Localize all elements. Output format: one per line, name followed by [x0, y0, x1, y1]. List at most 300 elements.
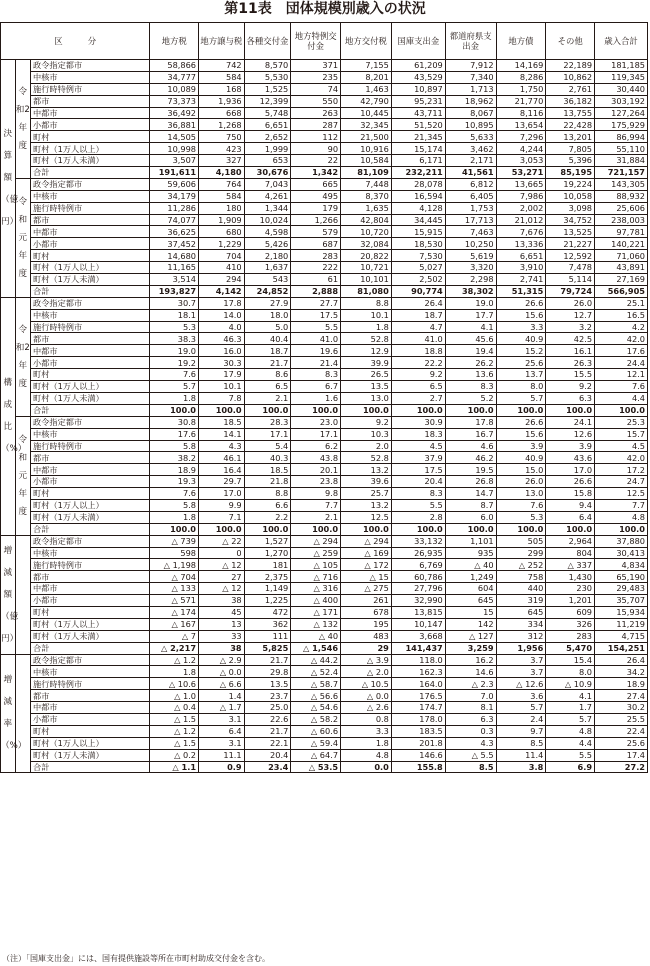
data-cell: 4,244 [496, 143, 546, 155]
data-cell: 1,101 [445, 535, 496, 547]
data-cell: 10,721 [341, 262, 392, 274]
data-cell: 17.1 [244, 428, 291, 440]
data-cell: 3.9 [546, 440, 595, 452]
row-label-text: 中核市 [33, 666, 58, 677]
data-cell: △ 571 [150, 595, 199, 607]
data-cell: △ 252 [496, 559, 546, 571]
data-cell: 440 [496, 583, 546, 595]
data-cell: 334 [496, 618, 546, 630]
data-cell: 141,437 [391, 642, 445, 654]
data-cell: 764 [199, 178, 245, 190]
data-cell: 3,507 [150, 155, 199, 167]
data-cell: 287 [291, 119, 341, 131]
data-cell: 10,024 [244, 214, 291, 226]
data-cell: 100.0 [391, 523, 445, 535]
data-cell: 8.5 [445, 761, 496, 773]
row-label-text: 合計 [33, 286, 50, 297]
row-label-text: 合計 [33, 405, 50, 416]
data-cell: 505 [496, 535, 546, 547]
data-cell: 1.4 [199, 690, 245, 702]
data-cell: △ 2.3 [445, 678, 496, 690]
data-cell: △ 10.6 [150, 678, 199, 690]
table-row [1, 345, 648, 357]
footnote: （注）「国庫支出金」には、国有提供施設等所在市町村助成交付金を含む。 [2, 954, 270, 963]
table-row [1, 274, 648, 286]
data-cell: 13,815 [391, 606, 445, 618]
data-cell: 13,755 [546, 107, 595, 119]
data-cell: 100.0 [199, 523, 245, 535]
column-header: 各種交付金 [244, 23, 291, 60]
data-cell: △ 400 [291, 595, 341, 607]
column-header: 地方特例交付金 [291, 23, 341, 60]
data-cell: 5,426 [244, 238, 291, 250]
data-cell: 584 [199, 71, 245, 83]
data-cell: 24,852 [244, 285, 291, 297]
data-cell: 15,934 [595, 606, 648, 618]
data-cell: 20,822 [341, 250, 392, 262]
data-cell: 3.2 [546, 321, 595, 333]
data-cell: 81,080 [341, 285, 392, 297]
data-cell: △ 2.0 [341, 666, 392, 678]
data-cell: 18.5 [199, 416, 245, 428]
data-cell: △ 64.7 [291, 749, 341, 761]
data-cell: 13.6 [445, 369, 496, 381]
data-cell: 12,399 [244, 95, 291, 107]
data-cell: 38.2 [150, 452, 199, 464]
data-cell: 579 [291, 226, 341, 238]
data-cell: 20.4 [391, 476, 445, 488]
row-label-text: 施行時特例市 [33, 440, 83, 451]
table-row [1, 761, 648, 773]
data-cell: 8.3 [291, 369, 341, 381]
row-label [31, 226, 150, 238]
data-cell: 3.7 [496, 654, 546, 666]
data-cell: 2,652 [244, 131, 291, 143]
data-cell: △ 1.5 [150, 713, 199, 725]
year-label: 令和2年度 [15, 60, 31, 179]
data-cell: 2,180 [244, 250, 291, 262]
row-label [31, 297, 150, 309]
data-cell: 13.5 [244, 678, 291, 690]
data-cell: 5.7 [546, 713, 595, 725]
data-cell: 0 [199, 547, 245, 559]
data-cell: 74,077 [150, 214, 199, 226]
row-label-text: 町村（1万人未満） [33, 393, 104, 404]
data-cell: 13,665 [496, 178, 546, 190]
data-cell: 16.5 [595, 309, 648, 321]
data-cell: 7.1 [199, 511, 245, 523]
data-cell: 8,570 [244, 60, 291, 72]
data-cell: 34,179 [150, 190, 199, 202]
data-cell: 58,866 [150, 60, 199, 72]
data-cell: 15.7 [595, 428, 648, 440]
data-cell: 43,711 [391, 107, 445, 119]
data-cell: 40.3 [244, 452, 291, 464]
data-cell: 45 [199, 606, 245, 618]
data-cell: 12.9 [341, 345, 392, 357]
data-cell: 17.5 [391, 464, 445, 476]
data-cell: 5.5 [291, 321, 341, 333]
row-label-text: 小都市 [33, 357, 58, 368]
data-cell: △ 1,198 [150, 559, 199, 571]
data-cell: 303,192 [595, 95, 648, 107]
data-cell: 42.0 [595, 333, 648, 345]
data-cell: △ 59.4 [291, 737, 341, 749]
data-cell: 17.4 [595, 749, 648, 761]
data-cell: 5,619 [445, 250, 496, 262]
data-cell: 1.8 [341, 321, 392, 333]
data-cell: 2,002 [496, 202, 546, 214]
table-row [1, 488, 648, 500]
data-cell: 100.0 [341, 404, 392, 416]
data-cell: 52.8 [341, 452, 392, 464]
data-cell: 38,302 [445, 285, 496, 297]
data-cell: 25.1 [595, 297, 648, 309]
data-cell: 13,336 [496, 238, 546, 250]
column-header: 地方債 [496, 23, 546, 60]
table-row [1, 440, 648, 452]
data-cell: 9.2 [546, 381, 595, 393]
row-label-text: 小都市 [33, 595, 58, 606]
table-row [1, 535, 648, 547]
data-cell: 10,720 [341, 226, 392, 238]
row-label-text: 町村（1万人未満） [33, 512, 104, 523]
data-cell: △ 58.7 [291, 678, 341, 690]
data-cell: 3.6 [496, 690, 546, 702]
data-cell: 30,440 [595, 83, 648, 95]
data-cell: 4,598 [244, 226, 291, 238]
data-cell: 6.2 [291, 440, 341, 452]
data-cell: 25,606 [595, 202, 648, 214]
data-cell: 71,060 [595, 250, 648, 262]
data-cell: △ 0.0 [199, 666, 245, 678]
data-cell: 16,594 [391, 190, 445, 202]
data-cell: 4.5 [391, 440, 445, 452]
data-cell: 5,633 [445, 131, 496, 143]
revenue-table [0, 22, 648, 773]
row-label-text: 都市 [33, 333, 50, 344]
row-label-text: 町村（1万人未満） [33, 274, 104, 285]
row-label [31, 143, 150, 155]
row-label [31, 60, 150, 72]
data-cell: △ 15 [341, 571, 392, 583]
data-cell: 263 [291, 107, 341, 119]
row-label-text: 合計 [33, 524, 50, 535]
table-row [1, 690, 648, 702]
data-cell: 550 [291, 95, 341, 107]
data-cell: 13.0 [496, 488, 546, 500]
data-cell: 326 [546, 618, 595, 630]
data-cell: 22,428 [546, 119, 595, 131]
data-cell: 3,668 [391, 630, 445, 642]
data-cell: 6.6 [244, 499, 291, 511]
data-cell: 1,149 [244, 583, 291, 595]
data-cell: 9.8 [291, 488, 341, 500]
row-label [31, 321, 150, 333]
data-cell: 1.7 [546, 702, 595, 714]
row-label [31, 392, 150, 404]
data-cell: 26.6 [546, 476, 595, 488]
data-cell: 17.2 [595, 464, 648, 476]
data-cell: 18.7 [244, 345, 291, 357]
data-cell: 13 [199, 618, 245, 630]
row-label-text: 中核市 [33, 310, 58, 320]
data-cell: 1,635 [341, 202, 392, 214]
table-row [1, 452, 648, 464]
data-cell: 1,225 [244, 595, 291, 607]
data-cell: 1,463 [341, 83, 392, 95]
data-cell: 8.8 [244, 488, 291, 500]
data-cell: 30,676 [244, 167, 291, 179]
data-cell: 41.0 [391, 333, 445, 345]
data-cell: 42.0 [595, 452, 648, 464]
data-cell: 26.8 [445, 476, 496, 488]
data-cell: 28.3 [244, 416, 291, 428]
section-label: 決算額（億円） [1, 60, 16, 298]
data-cell: 27.7 [291, 297, 341, 309]
data-cell: 26.0 [496, 476, 546, 488]
data-cell: 4,261 [244, 190, 291, 202]
data-cell: 3,053 [496, 155, 546, 167]
data-cell: 35,707 [595, 595, 648, 607]
data-cell: 6.3 [445, 713, 496, 725]
data-cell: 15.2 [496, 345, 546, 357]
data-cell: 34,445 [391, 214, 445, 226]
data-cell: 7.6 [150, 369, 199, 381]
data-cell: △ 127 [445, 630, 496, 642]
year-label: 令和元年度 [15, 178, 31, 297]
data-cell: 8.7 [445, 499, 496, 511]
data-cell: 283 [546, 630, 595, 642]
data-cell: 5,530 [244, 71, 291, 83]
table-row [1, 666, 648, 678]
row-label [31, 737, 150, 749]
data-cell: 146.6 [391, 749, 445, 761]
table-row [1, 178, 648, 190]
table-row [1, 143, 648, 155]
column-header: 国庫支出金 [391, 23, 445, 60]
data-cell: △ 1,546 [291, 642, 341, 654]
data-cell: 7.6 [496, 499, 546, 511]
row-label [31, 404, 150, 416]
data-cell: 29,483 [595, 583, 648, 595]
data-cell: 12.6 [546, 428, 595, 440]
data-cell: 8.0 [496, 381, 546, 393]
data-cell: 4,715 [595, 630, 648, 642]
row-label-text: 中都市 [33, 226, 58, 237]
row-label-text: 合計 [33, 167, 50, 178]
data-cell: 88,932 [595, 190, 648, 202]
data-cell: 1,268 [199, 119, 245, 131]
data-cell: 4,834 [595, 559, 648, 571]
data-cell: 1.8 [150, 666, 199, 678]
data-cell: 5,748 [244, 107, 291, 119]
data-cell: △ 259 [291, 547, 341, 559]
data-cell: 22 [291, 155, 341, 167]
data-cell: 13.2 [341, 464, 392, 476]
data-cell: 26.3 [546, 357, 595, 369]
data-cell: 26.4 [595, 654, 648, 666]
data-cell: 195 [341, 618, 392, 630]
table-title: 第11表 団体規模別歳入の状況 [224, 1, 426, 17]
data-cell: 2,502 [391, 274, 445, 286]
data-cell: 15.4 [546, 654, 595, 666]
row-label-text: 政令指定都市 [33, 417, 83, 428]
data-cell: 11.1 [199, 749, 245, 761]
data-cell: 33,132 [391, 535, 445, 547]
data-cell: 4.4 [546, 737, 595, 749]
row-label [31, 488, 150, 500]
data-cell: 5,470 [546, 642, 595, 654]
row-label-text: 都市 [33, 690, 50, 701]
data-cell: 12.5 [341, 511, 392, 523]
data-cell: 34,777 [150, 71, 199, 83]
table-row [1, 642, 648, 654]
data-cell: 26.5 [341, 369, 392, 381]
data-cell: 1,527 [244, 535, 291, 547]
data-cell: 665 [291, 178, 341, 190]
data-cell: 472 [244, 606, 291, 618]
data-cell: 100.0 [595, 523, 648, 535]
row-label [31, 274, 150, 286]
data-cell: 90,774 [391, 285, 445, 297]
data-cell: 26.0 [546, 297, 595, 309]
data-cell: 100.0 [546, 404, 595, 416]
data-cell: 60,786 [391, 571, 445, 583]
row-label [31, 642, 150, 654]
data-cell: 61,209 [391, 60, 445, 72]
table-row [1, 262, 648, 274]
data-cell: 0.8 [341, 713, 392, 725]
row-label-text: 施行時特例市 [33, 202, 83, 213]
data-cell: △ 12 [199, 559, 245, 571]
data-cell: 17.6 [595, 345, 648, 357]
row-label-text: 町村（1万人以上） [33, 262, 104, 273]
data-cell: △ 52.4 [291, 666, 341, 678]
data-cell: 10,584 [341, 155, 392, 167]
data-cell: 5.3 [150, 321, 199, 333]
row-label-text: 政令指定都市 [33, 60, 83, 71]
data-cell: 1,342 [291, 167, 341, 179]
data-cell: 1,430 [546, 571, 595, 583]
data-cell: 22.4 [595, 725, 648, 737]
row-label-text: 中核市 [33, 191, 58, 202]
data-cell: 7,912 [445, 60, 496, 72]
data-cell: 1,936 [199, 95, 245, 107]
data-cell: 687 [291, 238, 341, 250]
row-label [31, 606, 150, 618]
data-cell: 180 [199, 202, 245, 214]
row-label-text: 町村 [33, 250, 50, 261]
data-cell: 1.8 [341, 737, 392, 749]
table-row [1, 226, 648, 238]
data-cell: 312 [496, 630, 546, 642]
data-cell: 5,027 [391, 262, 445, 274]
data-cell: 7,530 [391, 250, 445, 262]
data-cell: 6,812 [445, 178, 496, 190]
data-cell: 86,994 [595, 131, 648, 143]
data-cell: 38.3 [150, 333, 199, 345]
data-cell: 598 [150, 547, 199, 559]
data-cell: 1,249 [445, 571, 496, 583]
row-label-text: 小都市 [33, 476, 58, 487]
row-label [31, 345, 150, 357]
data-cell: 42,790 [341, 95, 392, 107]
data-cell: △ 60.6 [291, 725, 341, 737]
data-cell: 2.1 [244, 392, 291, 404]
data-cell: 721,157 [595, 167, 648, 179]
table-row [1, 404, 648, 416]
data-cell: 40.4 [244, 333, 291, 345]
row-label-text: 都市 [33, 452, 50, 463]
data-cell: △ 275 [341, 583, 392, 595]
row-label-text: 町村（1万人以上） [33, 738, 104, 749]
data-cell: 13,654 [496, 119, 546, 131]
data-cell: 100.0 [445, 523, 496, 535]
row-label [31, 690, 150, 702]
data-cell: 61 [291, 274, 341, 286]
data-cell: 4.2 [595, 321, 648, 333]
data-cell: 201.8 [391, 737, 445, 749]
row-label [31, 523, 150, 535]
data-cell: 27 [199, 571, 245, 583]
data-cell: 8.3 [445, 381, 496, 393]
data-cell: 5.7 [150, 381, 199, 393]
data-cell: 74 [291, 83, 341, 95]
data-cell: △ 171 [291, 606, 341, 618]
data-cell: 10,101 [341, 274, 392, 286]
data-cell: 36,182 [546, 95, 595, 107]
data-cell: 15,174 [391, 143, 445, 155]
data-cell: 283 [291, 250, 341, 262]
data-cell: 4,128 [391, 202, 445, 214]
data-cell: 100.0 [199, 404, 245, 416]
table-row [1, 523, 648, 535]
data-cell: 43,529 [391, 71, 445, 83]
data-cell: 9.7 [496, 725, 546, 737]
data-cell: 181 [244, 559, 291, 571]
column-header: 地方税 [150, 23, 199, 60]
table-row [1, 381, 648, 393]
data-cell: 26.6 [496, 297, 546, 309]
data-cell: 95,231 [391, 95, 445, 107]
row-label-text: 中核市 [33, 547, 58, 558]
table-row [1, 678, 648, 690]
row-label [31, 654, 150, 666]
data-cell: 100.0 [496, 523, 546, 535]
data-cell: 21,500 [341, 131, 392, 143]
data-cell: 3.1 [199, 713, 245, 725]
table-row [1, 369, 648, 381]
data-cell: 6.3 [546, 392, 595, 404]
data-cell: 15.6 [496, 428, 546, 440]
data-cell: △ 2,217 [150, 642, 199, 654]
row-label [31, 511, 150, 523]
row-label [31, 309, 150, 321]
data-cell: 4,180 [199, 167, 245, 179]
data-cell: 7.0 [445, 690, 496, 702]
table-row [1, 107, 648, 119]
row-label-text: 町村 [33, 488, 50, 499]
data-cell: 2,171 [445, 155, 496, 167]
data-cell: △ 316 [291, 583, 341, 595]
data-cell: 2,888 [291, 285, 341, 297]
data-cell: 19.5 [445, 464, 496, 476]
data-cell: 10,089 [150, 83, 199, 95]
row-label [31, 381, 150, 393]
data-cell: 4.1 [445, 321, 496, 333]
data-cell: △ 2.9 [199, 654, 245, 666]
